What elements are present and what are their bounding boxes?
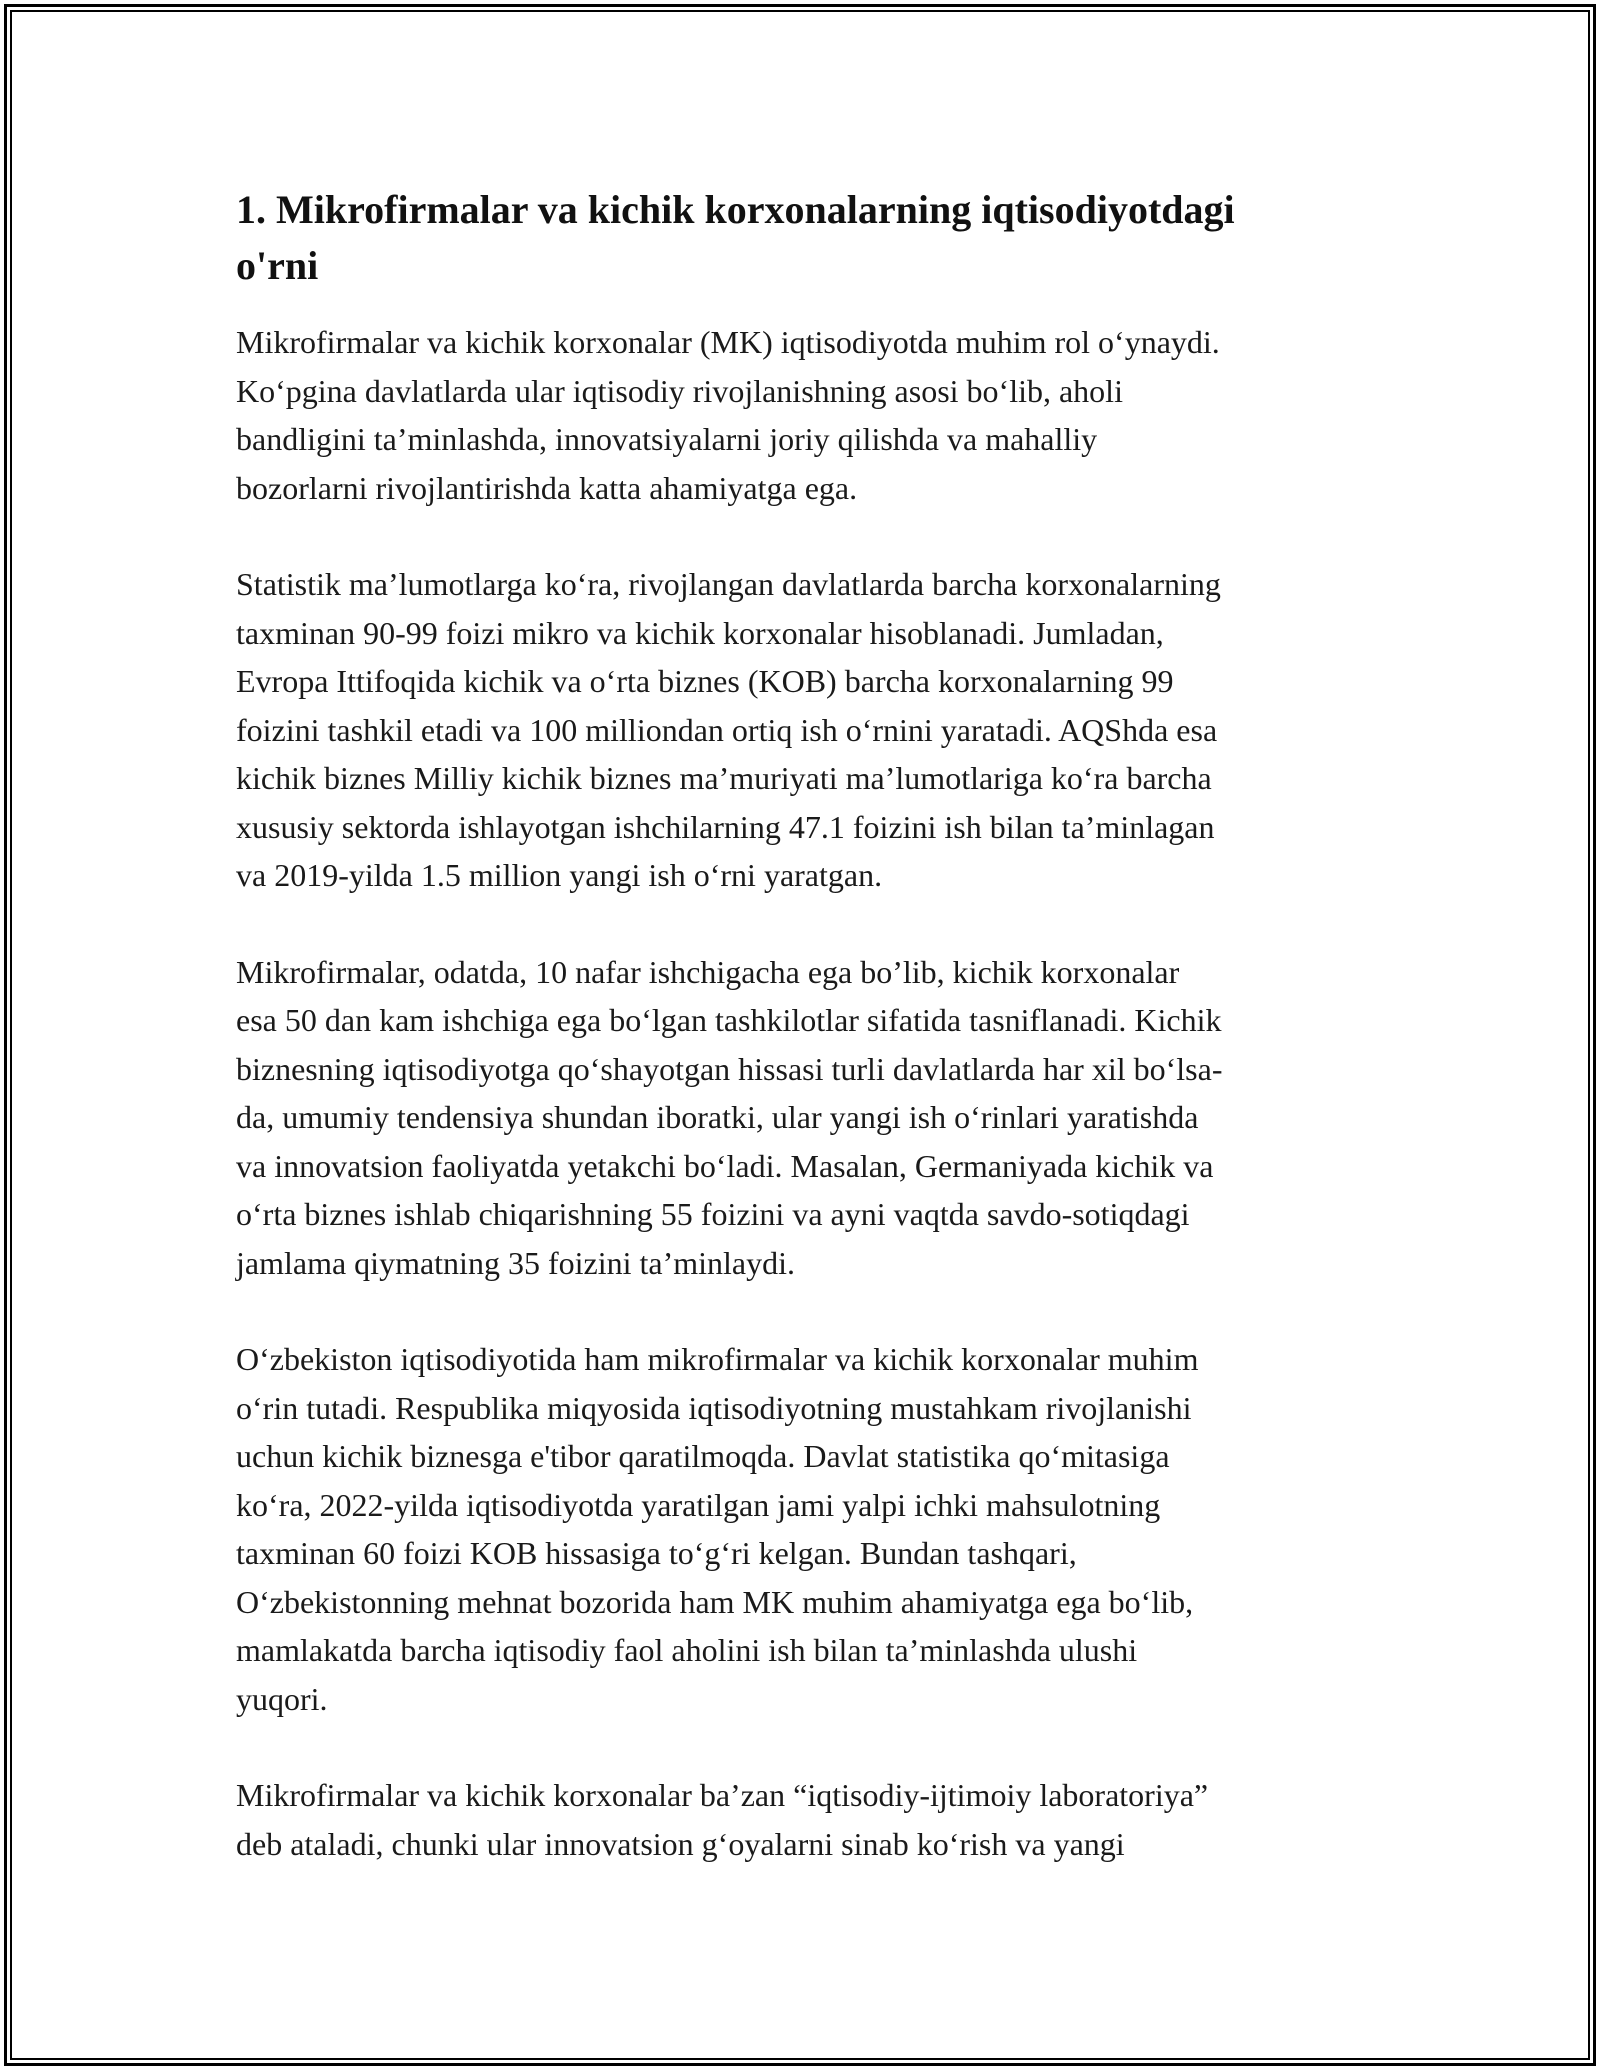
text-line: mamlakatda barcha iqtisodiy faol aholini ish bilan ta’minlashda ulushi [236, 1632, 1138, 1668]
text-line: va 2019-yilda 1.5 million yangi ish o‘rni yaratgan. [236, 857, 883, 893]
text-line: va innovatsion faoliyatda yetakchi bo‘ladi. Masalan, Germaniyada kichik va [236, 1147, 1214, 1184]
text-line: bozorlarni rivojlantirishda katta ahamiyatga ega. [236, 469, 858, 506]
text-line: deb ataladi, chunki ular innovatsion g‘oyalarni sinab ko‘rish va yangi [236, 1825, 1125, 1862]
text-line: Mikrofirmalar va kichik korxonalar (MK) iqtisodiyotda muhim rol o‘ynaydi. [236, 324, 1220, 360]
text-line: O‘zbekiston iqtisodiyotida ham mikrofirmalar va kichik korxonalar muhim [236, 1341, 1199, 1377]
text-line: Mikrofirmalar va kichik korxonalar ba’zan “iqtisodiy-ijtimoiy laboratoriya” [236, 1777, 1209, 1813]
text-line: ko‘ra, 2022-yilda iqtisodiyotda yaratilgan jami yalpi ichki mahsulotning [236, 1486, 1161, 1523]
text-line: bandligini ta’minlashda, innovatsiyalarni joriy qilishda va mahalliy [236, 421, 1098, 457]
text-line: jamlama qiymatning 35 foizini ta’minlaydi. [236, 1244, 795, 1281]
text-line: O‘zbekistonning mehnat bozorida ham MK muhim ahamiyatga ega bo‘lib, [236, 1583, 1194, 1620]
text-line: biznesning iqtisodiyotga qo‘shayotgan hissasi turli davlatlarda har xil bo‘lsa- [236, 1050, 1223, 1087]
text-line: Evropa Ittifoqida kichik va o‘rta biznes (KOB) barcha korxonalarning 99 [236, 663, 1174, 699]
paragraph-4 [236, 1335, 1376, 1723]
text-line: xususiy sektorda ishlayotgan ishchilarning 47.1 foizini ish bilan ta’minlagan [236, 808, 1215, 845]
heading-line: 1. Mikrofirmalar va kichik korxonalarning iqtisodiyotdagi [236, 187, 1235, 232]
text-line: da, umumiy tendensiya shundan iboratki, ular yangi ish o‘rinlari yaratishda [236, 1099, 1199, 1135]
text-line: o‘rin tutadi. Respublika miqyosida iqtisodiyotning mustahkam rivojlanishi [236, 1389, 1192, 1426]
paragraph-3 [236, 948, 1376, 1288]
paragraph-1 [236, 318, 1376, 512]
text-line: o‘rta biznes ishlab chiqarishning 55 foizini va ayni vaqtda savdo-sotiqdagi [236, 1196, 1190, 1232]
text-line: Statistik ma’lumotlarga ko‘ra, rivojlangan davlatlarda barcha korxonalarning [236, 566, 1221, 602]
text-line: foizini tashkil etadi va 100 milliondan ortiq ish o‘rnini yaratadi. AQShda esa [236, 711, 1218, 748]
text-line: kichik biznes Milliy kichik biznes ma’muriyati ma’lumotlariga ko‘ra barcha [236, 760, 1212, 796]
paragraph-5 [236, 1771, 1376, 1868]
text-line: Ko‘pgina davlatlarda ular iqtisodiy rivojlanishning asosi bo‘lib, aholi [236, 372, 1123, 409]
text-line: esa 50 dan kam ishchiga ega bo‘lgan tashkilotlar sifatida tasniflanadi. Kichik [236, 1002, 1222, 1038]
text-line: Mikrofirmalar, odatda, 10 nafar ishchigacha ega bo’lib, kichik korxonalar [236, 953, 1180, 990]
section-heading [236, 182, 1336, 294]
text-line: yuqori. [236, 1680, 328, 1717]
heading-line: o'rni [236, 243, 319, 288]
text-line: taxminan 90-99 foizi mikro va kichik korxonalar hisoblanadi. Jumladan, [236, 614, 1164, 651]
document-body [236, 182, 1376, 1916]
paragraph-2 [236, 560, 1376, 900]
text-line: uchun kichik biznesga e'tibor qaratilmoqda. Davlat statistika qo‘mitasiga [236, 1438, 1170, 1474]
text-line: taxminan 60 foizi KOB hissasiga to‘g‘ri kelgan. Bundan tashqari, [236, 1535, 1077, 1571]
